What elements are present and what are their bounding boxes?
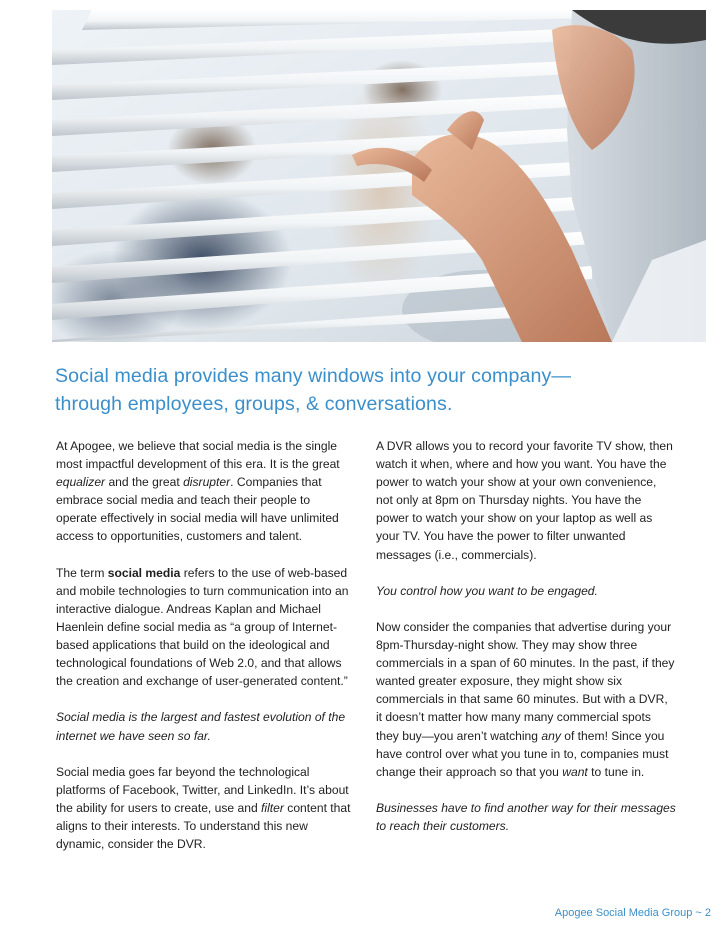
headline-line-1: Social media provides many windows into your company—: [55, 365, 572, 387]
right-paragraph-4: Businesses have to find another way for their messages to reach their customers.: [376, 800, 676, 833]
left-paragraph-2: The term social media refers to the use of web-based and mobile technologies to turn communication into an interactive dialogue. Andreas Kaplan and Michael Haenlein define social media as “a group of Internet-based applications that build on the ideological and technological foundations of Web 2.0, and that allows the creation and exchange of user-generated content.”: [56, 565, 349, 689]
hero-illustration: [52, 10, 706, 342]
page-footer: Apogee Social Media Group ~ 2: [554, 907, 711, 919]
right-paragraph-2: You control how you want to be engaged.: [376, 583, 598, 598]
right-paragraph-1: A DVR allows you to record your favorite TV show, then watch it when, where and how you want. You have the power to watch your show at your own convenience, not only at 8pm on Thursday nights. You have the power to watch your show on your laptop as well as your TV. You have the power to filter unwanted messages (i.e., commercials).: [376, 439, 673, 562]
right-column: [376, 437, 676, 835]
left-paragraph-1: At Apogee, we believe that social media is the single most impactful development of this era. It is the great equalizer and the great disrupter. Companies that embrace social media and teach their people to operate effectively in social media will have unlimited access to opportunities, customers and talent.: [56, 439, 340, 544]
right-paragraph-3: Now consider the companies that advertise during your 8pm-Thursday-night show. They may show three commercials in a span of 60 minutes. In the past, if they wanted greater exposure, they might show six commercials in that same 60 minutes. But with a DVR, it doesn’t matter how many many commercial spots they buy—you aren’t watching any of them! Since you have control over what you tune in to, companies must change their approach so that you want to tune in.: [376, 619, 675, 779]
headline: [55, 362, 695, 418]
left-column: [56, 437, 352, 853]
left-paragraph-4: Social media goes far beyond the technological platforms of Facebook, Twitter, and LinkedIn. It’s about the ability for users to create, use and filter content that aligns to their interests. To understand this new dynamic, consider the DVR.: [56, 764, 351, 852]
hero-photo-blinds: [52, 10, 706, 342]
headline-line-2: through employees, groups, & conversations.: [55, 393, 453, 415]
left-paragraph-3: Social media is the largest and fastest evolution of the internet we have seen so far.: [56, 710, 346, 743]
